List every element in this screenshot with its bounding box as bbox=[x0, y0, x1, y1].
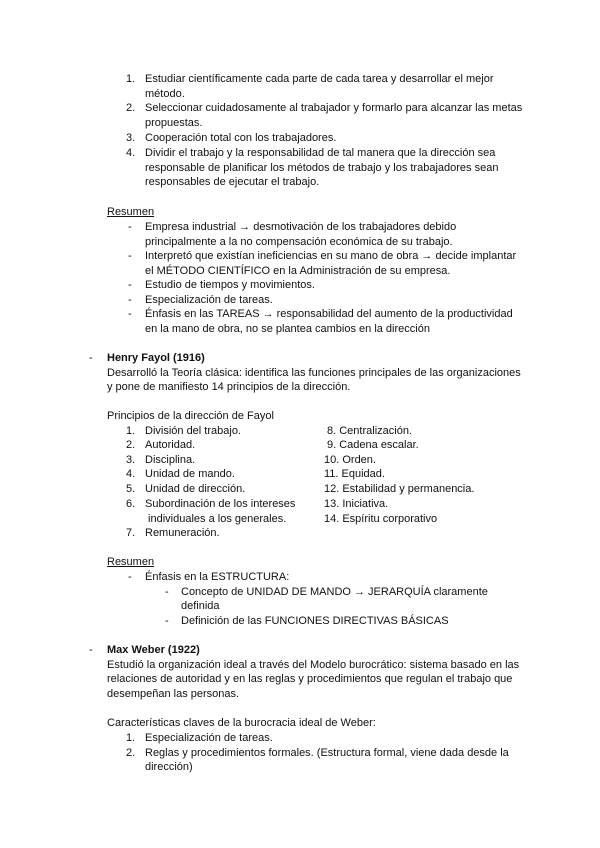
list-item-text: individuales a los generales. bbox=[145, 513, 287, 525]
list-number: 1. bbox=[126, 425, 136, 437]
bullet-text: Estudio de tiempos y movimientos. bbox=[145, 279, 315, 291]
bullet-dash: - bbox=[128, 571, 132, 583]
list-number: 2. bbox=[126, 102, 136, 114]
bullet-dash: - bbox=[89, 644, 93, 656]
list-number: 1. bbox=[126, 732, 136, 744]
section-title: Henry Fayol (1916) bbox=[107, 352, 205, 364]
list-item-text: Dividir el trabajo y la responsabilidad de tal manera que la dirección sea bbox=[145, 147, 496, 159]
bullet-dash: - bbox=[128, 250, 132, 262]
characteristics-heading: Características claves de la burocracia ideal de Weber: bbox=[107, 717, 376, 729]
section-heading: Resumen bbox=[107, 556, 155, 568]
paragraph-line: Estudió la organización ideal a través del Modelo burocrático: sistema basado en las bbox=[107, 659, 520, 671]
list-item-text: responsables de ejecutar el trabajo. bbox=[145, 176, 320, 188]
list-item-text: 10. Orden. bbox=[324, 454, 376, 466]
list-item-text: Estudiar científicamente cada parte de cada tarea y desarrollar el mejor bbox=[145, 73, 494, 85]
bullet-text: Énfasis en la ESTRUCTURA: bbox=[145, 571, 290, 583]
list-item-text: 13. Iniciativa. bbox=[324, 498, 389, 510]
list-item-text: 12. Estabilidad y permanencia. bbox=[324, 483, 475, 495]
list-number: 1. bbox=[126, 73, 136, 85]
list-item-text: Cooperación total con los trabajadores. bbox=[145, 132, 337, 144]
principles-heading: Principios de la dirección de Fayol bbox=[107, 410, 274, 422]
section-title: Max Weber (1922) bbox=[107, 644, 200, 656]
list-item-text: Especialización de tareas. bbox=[145, 732, 273, 744]
bullet-text: en la mano de obra, no se plantea cambios en la dirección bbox=[145, 323, 430, 335]
list-item-text: Unidad de dirección. bbox=[145, 483, 246, 495]
list-item-text: dirección) bbox=[145, 761, 193, 773]
list-item-text: propuestas. bbox=[145, 117, 203, 129]
list-number: 7. bbox=[126, 527, 136, 539]
list-number: 3. bbox=[126, 454, 136, 466]
paragraph-line: desempeñan las personas. bbox=[107, 688, 240, 700]
list-item-text: Disciplina. bbox=[145, 454, 196, 466]
paragraph-line: relaciones de autoridad y en las reglas y procedimientos que regulan el trabajo que bbox=[107, 673, 513, 685]
list-item-text: División del trabajo. bbox=[145, 425, 241, 437]
list-item-text: Remuneración. bbox=[145, 527, 220, 539]
list-item-text: Reglas y procedimientos formales. (Estructura formal, viene dada desde la bbox=[145, 747, 509, 759]
paragraph-line: Desarrolló la Teoría clásica: identifica las funciones principales de las organizaciones bbox=[107, 367, 521, 379]
list-number: 6. bbox=[126, 498, 136, 510]
bullet-text: Interpretó que existían ineficiencias en su mano de obra → decide implantar bbox=[145, 250, 517, 262]
list-item-text: 11. Equidad. bbox=[324, 468, 385, 480]
paragraph-line: y pone de manifiesto 14 principios de la dirección. bbox=[107, 381, 351, 393]
list-number: 2. bbox=[126, 747, 136, 759]
bullet-dash: - bbox=[128, 279, 132, 291]
list-number: 4. bbox=[126, 147, 136, 159]
bullet-dash: - bbox=[128, 308, 132, 320]
list-number: 5. bbox=[126, 483, 136, 495]
list-item-text: 8. Centralización. bbox=[327, 425, 412, 437]
list-item-text: 9. Cadena escalar. bbox=[327, 439, 419, 451]
list-number: 3. bbox=[126, 132, 136, 144]
section-heading: Resumen bbox=[107, 206, 155, 218]
list-item-text: Seleccionar cuidadosamente al trabajador y formarlo para alcanzar las metas bbox=[145, 102, 523, 114]
bullet-text: Concepto de UNIDAD DE MANDO → JERARQUÍA claramente bbox=[181, 586, 488, 598]
bullet-text: Empresa industrial → desmotivación de los trabajadores debido bbox=[145, 221, 457, 233]
list-item-text: Unidad de mando. bbox=[145, 468, 235, 480]
bullet-text: Especialización de tareas. bbox=[145, 294, 273, 306]
bullet-text: Énfasis en las TAREAS → responsabilidad del aumento de la productividad bbox=[145, 308, 513, 320]
list-item-text: Subordinación de los intereses bbox=[145, 498, 296, 510]
bullet-dash: - bbox=[165, 586, 169, 598]
bullet-dash: - bbox=[89, 352, 93, 364]
list-number: 4. bbox=[126, 468, 136, 480]
bullet-dash: - bbox=[128, 294, 132, 306]
bullet-text: principalmente a la no compensación económica de su trabajo. bbox=[145, 236, 453, 248]
list-item-text: 14. Espíritu corporativo bbox=[324, 513, 438, 525]
list-item-text: responsable de planificar los métodos de trabajo y los trabajadores sean bbox=[145, 162, 499, 174]
bullet-dash: - bbox=[165, 615, 169, 627]
list-item-text: Autoridad. bbox=[145, 439, 196, 451]
bullet-dash: - bbox=[128, 221, 132, 233]
bullet-text: definida bbox=[181, 600, 220, 612]
list-item-text: método. bbox=[145, 88, 185, 100]
list-number: 2. bbox=[126, 439, 136, 451]
bullet-text: Definición de las FUNCIONES DIRECTIVAS BÁSICAS bbox=[181, 615, 449, 627]
bullet-text: el MÉTODO CIENTÍFICO en la Administración de su empresa. bbox=[145, 265, 451, 277]
